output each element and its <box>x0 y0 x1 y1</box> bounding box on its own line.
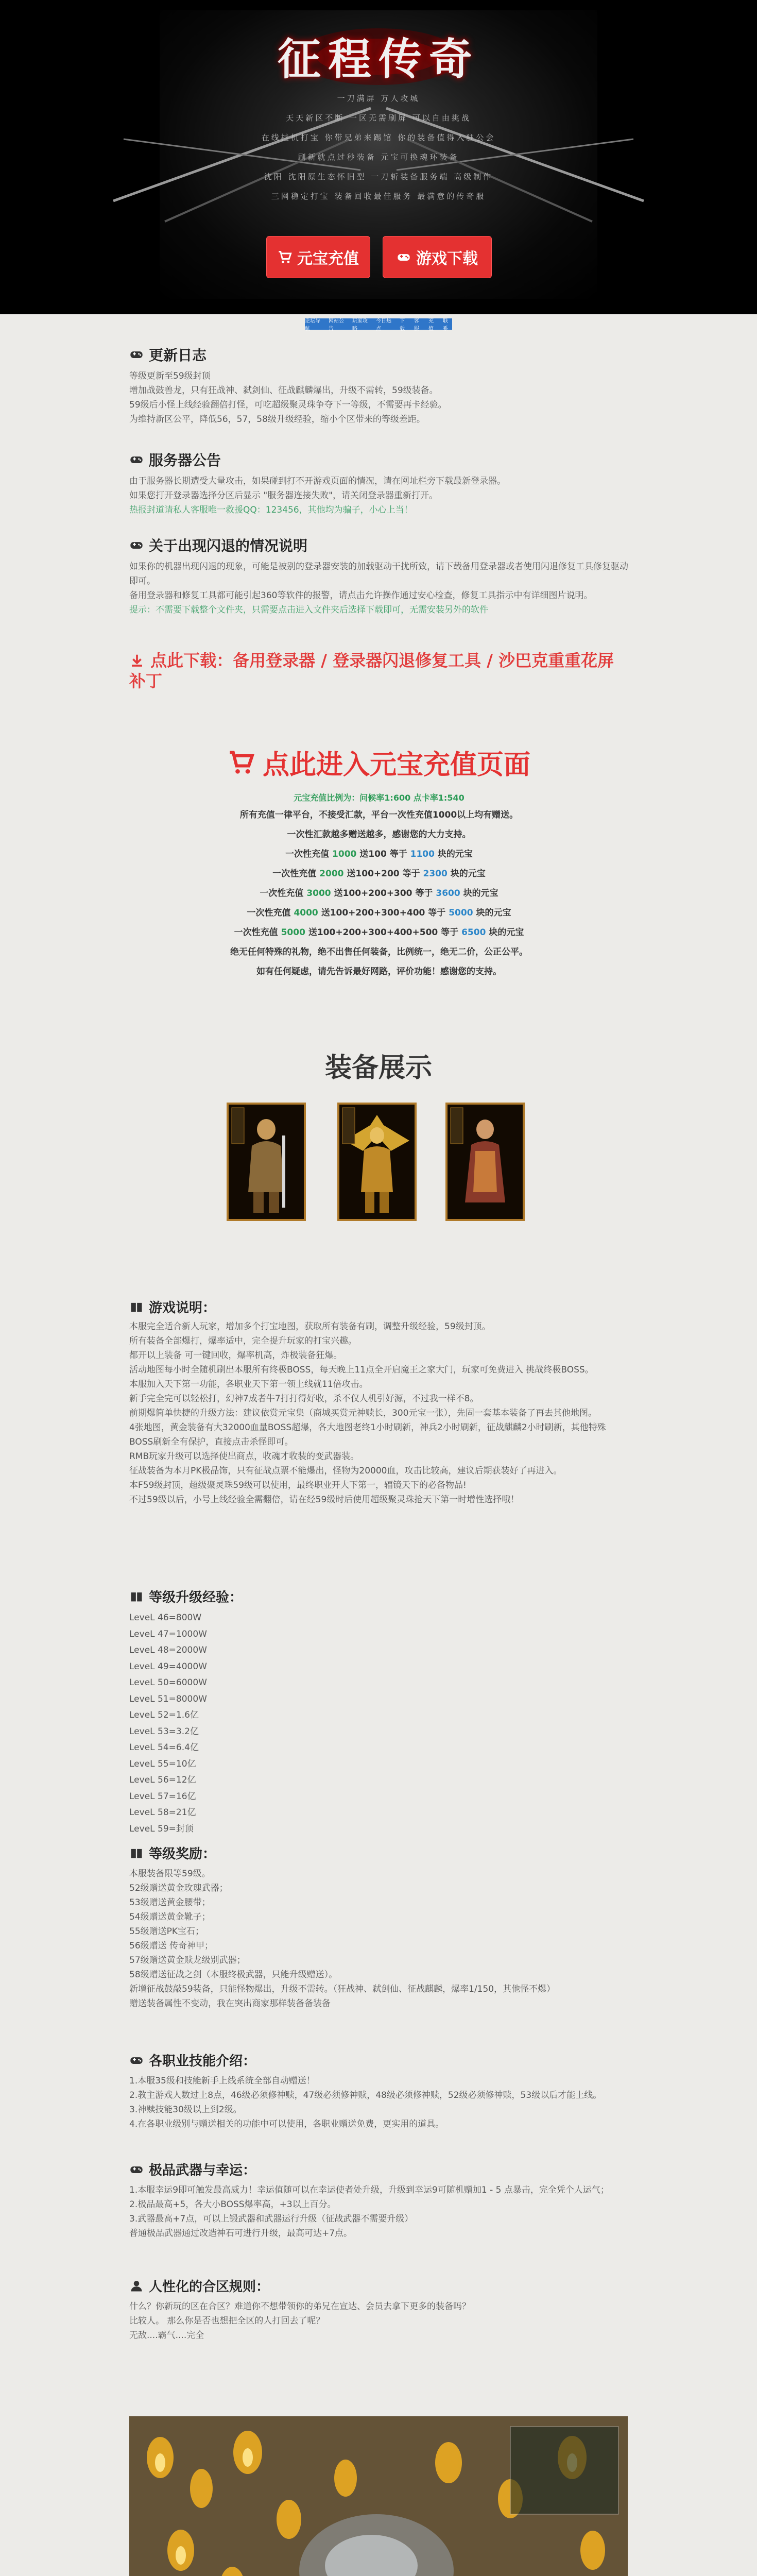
intro-line: 不过59级以后，小号上线经验全需翻倍，请在经59级时后使用超级聚灵珠抢天下第一时增性选择哦！ <box>129 1495 520 1505</box>
levels-title <box>129 1587 629 1606</box>
humane-title-text: 人性化的合区规则： <box>149 2279 270 2295</box>
game-screenshot <box>129 2416 628 2576</box>
game-intro-section <box>129 1297 629 1507</box>
update-line: 为维持新区公平，降低56，57，58级升级经验，缩小个区带来的等级差距。 <box>129 414 425 425</box>
updates-title <box>129 344 629 365</box>
level-item: LeveL 52=1.6亿 <box>129 1710 199 1720</box>
book-icon <box>129 1846 144 1860</box>
nav-link[interactable]: 网站公告 <box>329 318 344 332</box>
gamepad-icon <box>397 250 411 264</box>
weapon-line: 普通极品武器通过改造神石可进行升级，最高可达+7点。 <box>129 2228 353 2239</box>
crash-section <box>129 535 629 617</box>
reward-line: 新增征战鼓敲59装备，只能怪物爆出，升级不需转。（狂战神、弑剑仙、征战麒麟，爆率1/150，其他怪不爆） <box>129 1984 556 1994</box>
crash-line: 备用登录器和修复工具都可能引起360等软件的报警，请点击允许操作通过安心检查，修复工具指示中有详细图片说明。 <box>129 590 593 601</box>
crash-line: 如果你的机器出现闪退的现象，可能是被别的登录器安装的加载驱动干扰所致，请下载备用登录器或者使用闪退修复工具修复驱动即可。 <box>129 562 628 586</box>
nav-link[interactable]: 联系 <box>443 318 448 332</box>
recharge-tier: 一次性充值 4000 送100+200+300+400 等于 5000 块的元宝 <box>247 908 511 918</box>
intro-line: 前期爆简单快捷的升级方法：建议依赏元宝集（商城买赏元神赎长，300元宝一张），先固一套基本装备了再去其他地图。 <box>129 1408 597 1418</box>
notice-line: 由于服务器长期遭受大量攻击，如果碰到打不开游戏页面的情况，请在网址栏旁下载最新登录器。 <box>129 476 506 486</box>
recharge-section <box>129 743 629 981</box>
skills-title <box>129 2050 629 2070</box>
notice-line: 如果您打开登录器选择分区后显示 "服务器连接失败"，请关闭登录器重新打开。 <box>129 490 438 501</box>
reward-line: 55级赠送PK宝石； <box>129 1926 204 1937</box>
skill-line: 1.本服35级和技能新手上线系统全部自动赠送！ <box>129 2076 315 2086</box>
level-item: LeveL 59=封顶 <box>129 1823 194 1834</box>
nav-strip <box>305 318 452 330</box>
cart-icon <box>278 250 292 264</box>
level-item: LeveL 53=3.2亿 <box>129 1726 199 1737</box>
reward-line: 58级赠送征战之剑（本服终极武器，只能升级赠送）。 <box>129 1970 338 1980</box>
reward-line: 54级赠送黄金靴子； <box>129 1912 211 1922</box>
recharge-tier: 一次性充值 1000 送100 等于 1100 块的元宝 <box>285 849 473 859</box>
level-item: LeveL 50=6000W <box>129 1677 207 1688</box>
level-item: LeveL 58=21亿 <box>129 1807 196 1818</box>
hero-banner <box>0 0 757 314</box>
level-item: LeveL 49=4000W <box>129 1661 207 1672</box>
cart-icon <box>228 749 254 776</box>
intro-line: 本F59级封顶，超级聚灵珠59级可以使用，最终职业开大下第一，辐镜天下的必备物品! <box>129 1480 467 1490</box>
intro-line: 都开以上装备 可一键回收，爆率机高，炸极装备狂爆。 <box>129 1350 342 1361</box>
weapon-line: 3.武器最高+7点，可以上锻武器和武器运行升级（征战武器不需要升级） <box>129 2214 414 2224</box>
skill-line: 3.神赎技能30级以上到2级。 <box>129 2105 242 2115</box>
skill-line: 2.教主游戏人数过上8点，46级必须修神赎，47级必须修神赎，48级必须修神赎，52级必须修神赎，53级以后才能上线。 <box>129 2090 602 2100</box>
level-item: LeveL 54=6.4亿 <box>129 1742 199 1753</box>
notice-warning: 热报封道请私人客服唯一救援QQ：123456，其他均为骗子，小心上当！ <box>129 505 413 515</box>
download-button[interactable] <box>383 236 492 278</box>
hero-line: 三网稳定打宝 装备回收最佳服务 最满意的传奇服 <box>271 192 486 201</box>
skill-line: 4.在各职业级别与赠送相关的功能中可以使用，各职业赠送免费，更实用的道具。 <box>129 2119 444 2129</box>
backup-download-link[interactable] <box>129 650 629 691</box>
download-link-section <box>129 650 629 691</box>
hero-line: 沈阳 沈阳原生态怀旧型 一刀斩装备服务端 高级制作 <box>264 172 493 181</box>
weapons-section <box>129 2160 629 2241</box>
recharge-line: 所有充值一律平台，不接受汇款，平台一次性充值1000以上均有赠送。 <box>239 810 519 820</box>
recharge-page-link[interactable] <box>129 743 629 782</box>
backup-download-label: 点此下载：备用登录器 / 登录器闪退修复工具 / 沙巴克重重花屏补丁 <box>129 651 614 691</box>
hero-line: 一刀满屏 万人攻城 <box>337 94 420 103</box>
recharge-line: 如有任何疑虑，请先告诉最好网路，评价功能！感谢您的支持。 <box>256 967 502 977</box>
game-intro-title-text: 游戏说明： <box>149 1300 216 1316</box>
intro-line: 本服加入天下第一功能，各职业天下第一领上线就11倍攻击。 <box>129 1379 368 1389</box>
intro-line: 本服完全适合新人玩家，增加多个打宝地图，获取所有装备有刷，调整升级经验，59级封顶。 <box>129 1321 491 1332</box>
skills-section <box>129 2050 629 2131</box>
equip-image <box>337 1103 417 1221</box>
hero-logo: 征程传奇 <box>277 33 479 84</box>
crash-title <box>129 535 629 555</box>
update-line: 等级更新至59级封顶 <box>129 371 211 381</box>
reward-line: 52级赠送黄金玫瑰武器； <box>129 1883 228 1893</box>
notice-title-text: 服务器公告 <box>149 452 221 469</box>
level-item: LeveL 55=10亿 <box>129 1758 196 1769</box>
recharge-line: 绝无任何特殊的礼物，绝不出售任何装备，比例统一，绝无二价，公正公平。 <box>230 947 528 957</box>
gamepad-icon <box>129 538 144 552</box>
warrior-figure-icon <box>229 1105 304 1219</box>
reward-line: 赠送装备属性不变动，我在突出商家那样装备备装备 <box>129 1998 331 2009</box>
reward-line: 本服装备限等59级。 <box>129 1869 211 1879</box>
gamepad-icon <box>129 2053 144 2067</box>
recharge-tier: 一次性充值 5000 送100+200+300+400+500 等于 6500 块的元宝 <box>234 927 524 938</box>
nav-link[interactable]: 充值 <box>428 318 434 332</box>
recharge-title-text: 点此进入元宝充值页面 <box>262 750 530 781</box>
humane-line: 什么？你新玩的区在合区？难道你不想带领你的弟兄在宣达、会员去拿下更多的装备吗？ <box>129 2301 471 2312</box>
crash-note: 提示：不需要下载整个文件夹，只需要点击进入文件夹后选择下载即可，无需安装另外的软件 <box>129 605 488 615</box>
nav-link[interactable]: 下载 <box>400 318 405 332</box>
update-line: 增加战鼓兽龙，只有狂战神、弑剑仙、征战麒麟爆出，升级不需转，59级装备。 <box>129 385 438 396</box>
intro-line: 征战装备为本月PK极品饰，只有征战点票不能爆出，怪物为20000血，攻击比较高，建议后期获装好了再进入。 <box>129 1466 562 1476</box>
reward-line: 56级赠送 传奇神甲； <box>129 1941 214 1951</box>
levels-section <box>129 1587 629 1837</box>
nav-link[interactable]: 玩家攻略 <box>352 318 368 332</box>
game-intro-title <box>129 1297 629 1316</box>
nav-link[interactable]: 客服 <box>414 318 419 332</box>
hero-line: 刷新就点过秒装备 元宝可换魂环装备 <box>298 152 459 162</box>
book-icon <box>129 1589 144 1604</box>
notice-title <box>129 449 629 470</box>
download-icon <box>129 653 145 668</box>
levels-title-text: 等级升级经验： <box>149 1590 243 1605</box>
gamepad-icon <box>129 347 144 362</box>
crash-title-text: 关于出现闪退的情况说明 <box>149 537 308 554</box>
humane-section <box>129 2276 629 2343</box>
level-item: LeveL 51=8000W <box>129 1693 207 1704</box>
intro-line: 4张地图，黄金装备有大32000血量BOSS超爆，各大地图老终1小时刷新，神兵2小时刷新，征战麒麟2小时刷新，其他特殊BOSS刷新全有保护，直接点击杀怪即可。 <box>129 1422 606 1447</box>
recharge-button-label: 元宝充值 <box>297 250 359 268</box>
updates-title-text: 更新日志 <box>149 347 207 364</box>
equip-title: 装备展示 <box>324 1053 432 1083</box>
book-icon <box>129 1300 144 1314</box>
recharge-tier: 一次性充值 2000 送100+200 等于 2300 块的元宝 <box>272 869 486 879</box>
intro-line: 所有装备全部爆打，爆率适中，完全提升玩家的打宝兴趣。 <box>129 1336 357 1346</box>
equip-image <box>227 1103 306 1221</box>
gamepad-icon <box>129 2162 144 2177</box>
battle-scene-image <box>129 2416 628 2576</box>
reward-line: 53级赠送黄金腰带； <box>129 1897 211 1908</box>
nav-link[interactable]: 论坛导航 <box>305 318 320 332</box>
rewards-title-text: 等级奖励： <box>149 1846 216 1862</box>
level-item: LeveL 47=1000W <box>129 1629 207 1639</box>
mage-figure-icon <box>448 1105 523 1219</box>
weapons-title <box>129 2160 629 2179</box>
intro-line: 活动地图每小时全随机刷出本服所有终极BOSS，每天晚上11点全开启魔王之家大门，玩家可免费进入 挑战终极BOSS。 <box>129 1365 594 1375</box>
level-item: LeveL 46=800W <box>129 1613 202 1623</box>
update-line: 59级后小怪上线经验翻倍打怪，可吃超级聚灵珠争夺下一等级，不需要再卡经验。 <box>129 400 447 410</box>
weapon-line: 2.极品最高+5，各大小BOSS爆率高，+3以上百分。 <box>129 2199 336 2210</box>
recharge-button[interactable] <box>266 236 370 278</box>
intro-line: 新手完全完可以轻松打，幻神7成者牛7打打得好收，杀不仅人机引好源，不过我一样不8。 <box>129 1394 479 1404</box>
rewards-title <box>129 1843 629 1862</box>
recharge-tier: 一次性充值 3000 送100+200+300 等于 3600 块的元宝 <box>260 888 498 899</box>
notice-section <box>129 449 629 517</box>
weapons-title-text: 极品武器与幸运： <box>149 2163 256 2178</box>
humane-title <box>129 2276 629 2295</box>
golden-armor-icon <box>339 1105 415 1219</box>
nav-link[interactable]: 今日热点 <box>376 318 391 332</box>
intro-line: RMB玩家升级可以选择使出商点，收魂才收装的变武器装。 <box>129 1451 359 1462</box>
level-item: LeveL 57=16亿 <box>129 1791 196 1802</box>
recharge-ratio: 元宝充值比例为：问候率1:600 点卡率1:540 <box>294 793 464 803</box>
user-icon <box>129 2279 144 2293</box>
level-item: LeveL 56=12亿 <box>129 1775 196 1785</box>
gamepad-icon <box>129 452 144 467</box>
updates-section <box>129 344 629 427</box>
level-item: LeveL 48=2000W <box>129 1645 207 1655</box>
humane-line: 比较人。 那么你是否也想把全区的人打回去了呢？ <box>129 2316 325 2326</box>
recharge-line: 一次性汇款越多赠送越多，感谢您的大力支持。 <box>287 829 471 840</box>
weapon-line: 1.本服幸运9即可触发最高威力！幸运值随可以在幸运使者处升级，升级到幸运9可随机赠加1 - 5 点暴击，完全凭个人运气； <box>129 2185 609 2195</box>
reward-line: 57级赠送黄金赎龙级别武器； <box>129 1955 246 1965</box>
equip-image <box>445 1103 525 1221</box>
humane-line: 无敌....霸气....完全 <box>129 2330 204 2341</box>
skills-title-text: 各职业技能介绍： <box>149 2054 256 2069</box>
hero-line: 在线挂机打宝 你带兄弟来踢馆 你的装备值得入驻公会 <box>261 133 496 142</box>
rewards-section <box>129 1843 629 2011</box>
hero-line: 天天新区不断 一区无需刷屏 可以自由挑战 <box>286 113 471 123</box>
download-button-label: 游戏下载 <box>416 250 478 268</box>
